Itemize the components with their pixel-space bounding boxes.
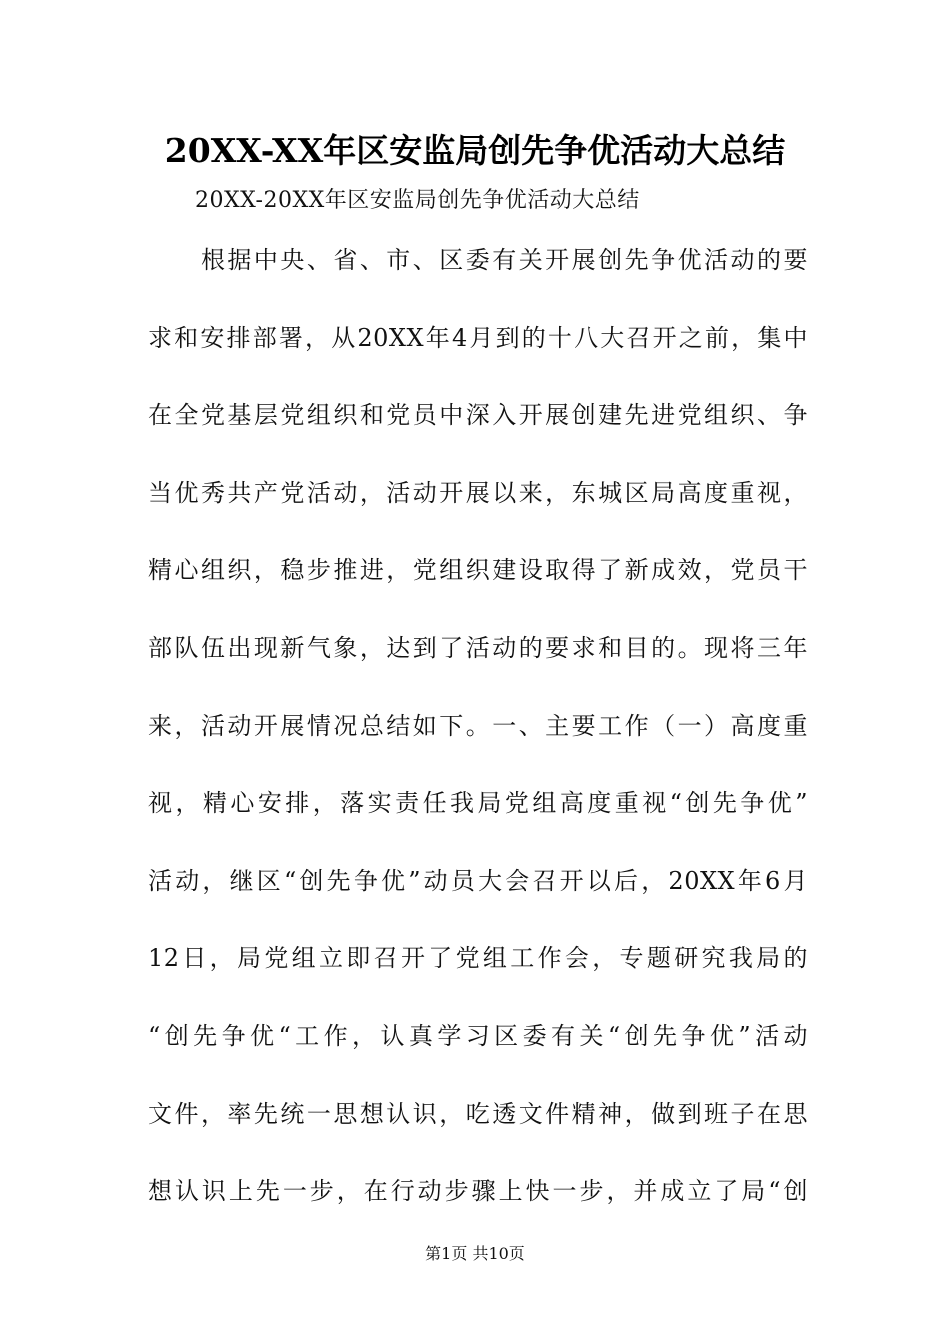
body-line: 来，活动开展情况总结如下。一、主要工作（一）高度重 [148, 711, 808, 740]
page-footer: 第1页 共10页 [425, 1244, 525, 1263]
body-line: 求和安排部署，从20XX年4月到的十八大召开之前，集中 [148, 323, 808, 352]
body-line: 在全党基层党组织和党员中深入开展创建先进党组织、争 [148, 401, 808, 430]
body-line: 视，精心安排，落实责任我局党组高度重视“创先争优” [148, 789, 808, 818]
body-line: “创先争优“工作，认真学习区委有关“创先争优”活动 [148, 1021, 808, 1050]
body-line: 精心组织，稳步推进，党组织建设取得了新成效，党员干 [148, 556, 808, 585]
document-title: 20XX-XX年区安监局创先争优活动大总结 [164, 131, 786, 170]
body-line: 当优秀共产党活动，活动开展以来，东城区局高度重视， [148, 478, 808, 507]
body-line: 想认识上先一步，在行动步骤上快一步，并成立了局“创 [148, 1177, 808, 1206]
body-line: 根据中央、省、市、区委有关开展创先争优活动的要 [148, 246, 808, 274]
document-subtitle: 20XX-20XX年区安监局创先争优活动大总结 [195, 188, 640, 213]
body-line: 12日，局党组立即召开了党组工作会，专题研究我局的 [148, 944, 808, 973]
body-line: 活动，继区“创先争优”动员大会召开以后，20XX年6月 [148, 866, 808, 895]
document-body [148, 248, 808, 1257]
body-line: 部队伍出现新气象，达到了活动的要求和目的。现将三年 [148, 633, 808, 662]
body-line: 文件，率先统一思想认识，吃透文件精神，做到班子在思 [148, 1099, 808, 1128]
